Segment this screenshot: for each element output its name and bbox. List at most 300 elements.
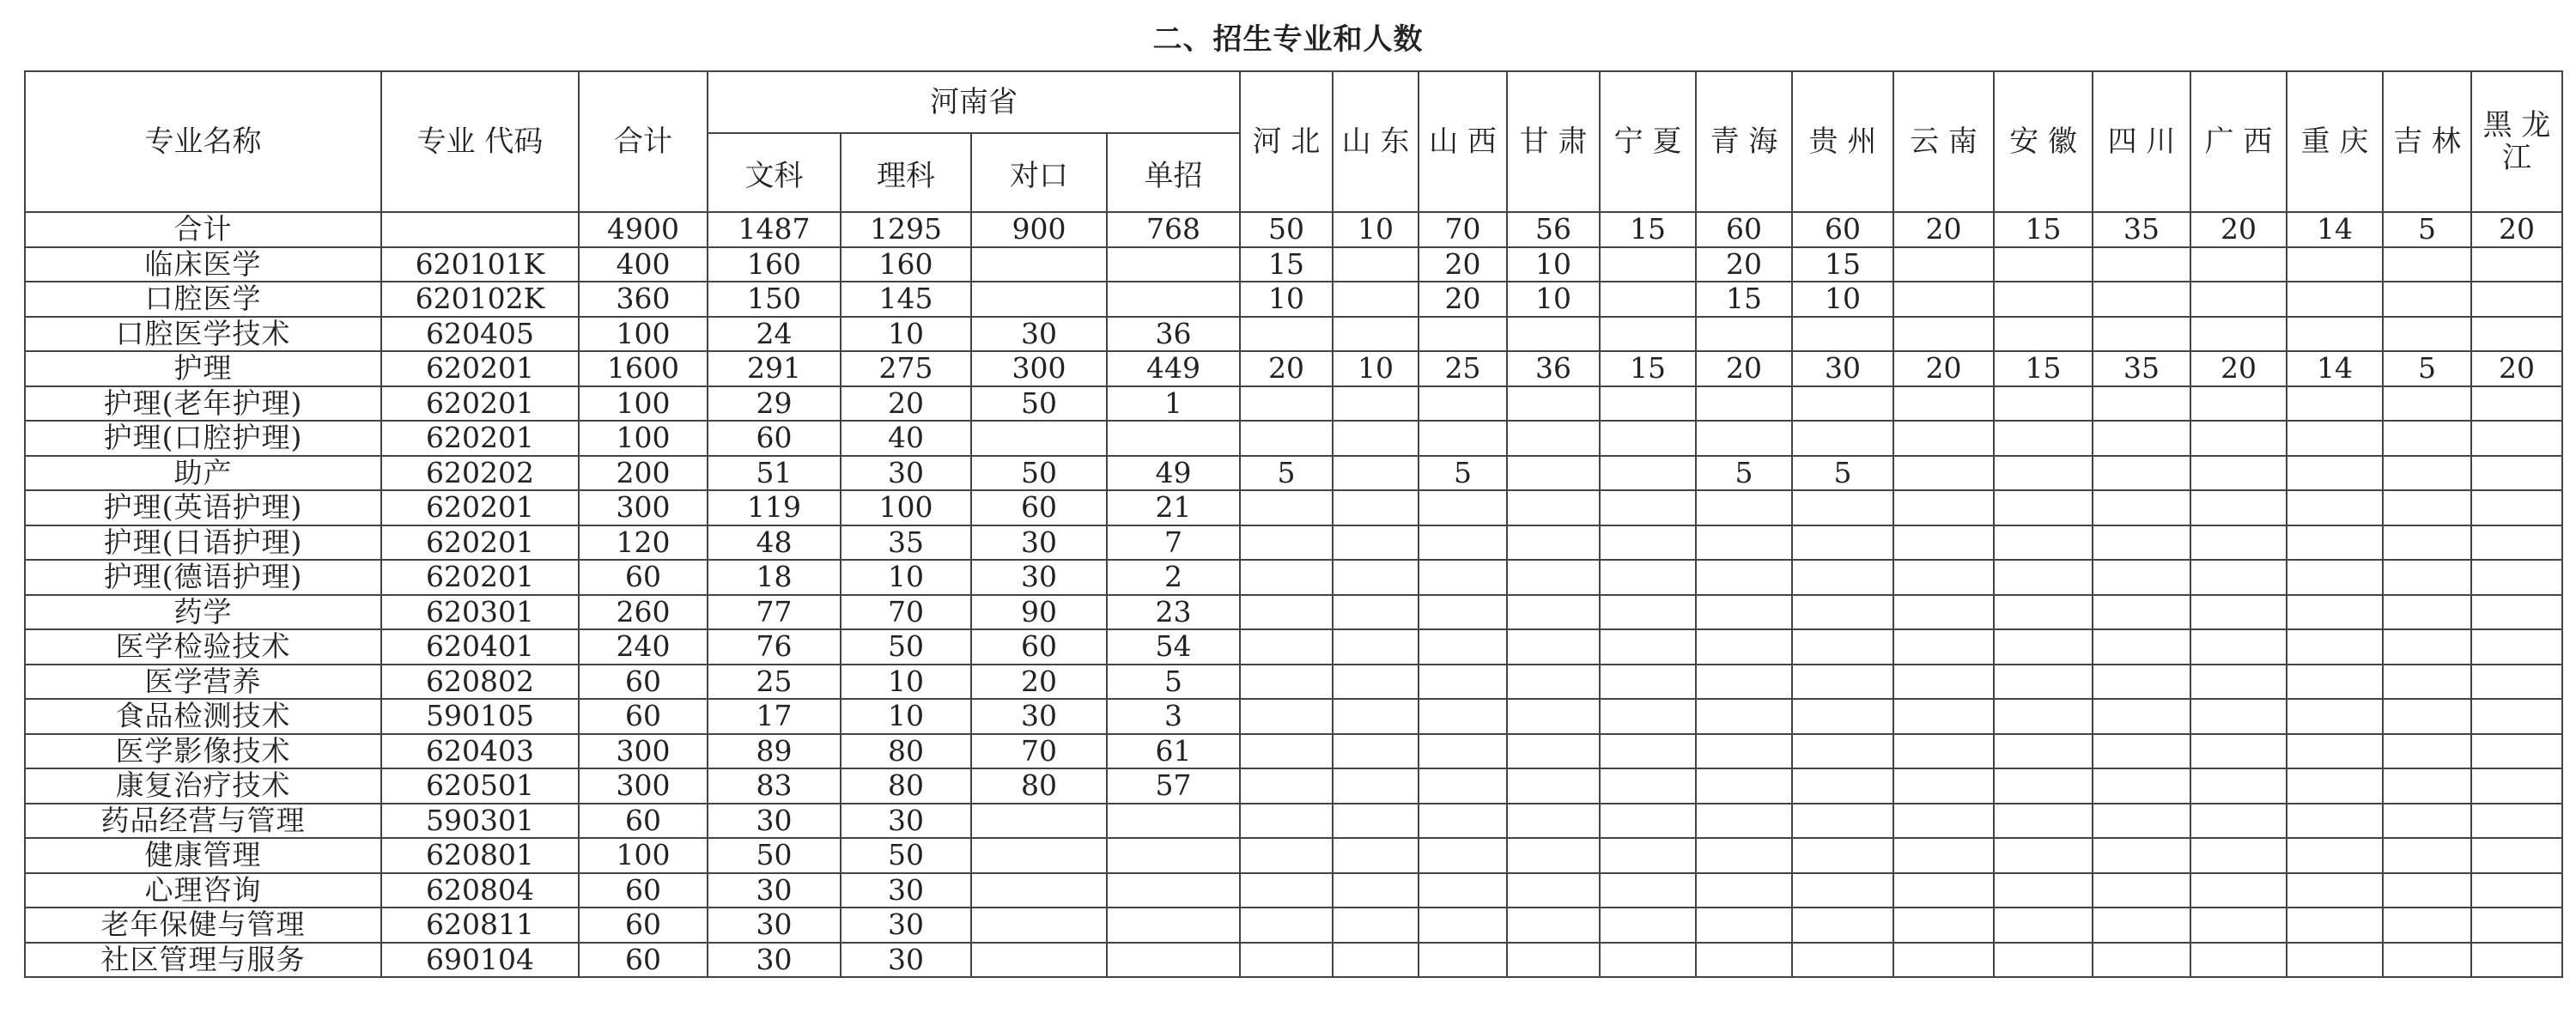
table-cell [1333, 456, 1419, 491]
table-cell [1792, 317, 1893, 352]
table-cell: 25 [1419, 351, 1507, 386]
table-cell [1792, 734, 1893, 769]
table-cell [2287, 386, 2383, 422]
table-cell [2190, 247, 2287, 282]
cell-major-code: 620201 [381, 351, 579, 386]
table-cell [2190, 282, 2287, 317]
table-cell [1240, 386, 1333, 422]
table-cell: 60 [579, 873, 708, 908]
table-row [25, 247, 2562, 282]
table-cell [1696, 908, 1792, 943]
table-cell [971, 838, 1107, 873]
table-cell [1240, 804, 1333, 839]
table-cell [1600, 734, 1696, 769]
table-cell: 30 [841, 943, 971, 978]
table-cell: 10 [1333, 212, 1419, 247]
table-row [25, 804, 2562, 839]
table-cell [1600, 908, 1696, 943]
table-cell [1240, 629, 1333, 665]
table-cell [1792, 490, 1893, 525]
table-cell [1600, 804, 1696, 839]
table-cell: 57 [1107, 768, 1240, 804]
table-cell [2383, 804, 2471, 839]
table-cell: 17 [708, 699, 841, 734]
table-cell: 30 [971, 525, 1107, 561]
table-cell [1696, 699, 1792, 734]
table-cell [1333, 838, 1419, 873]
table-cell [2383, 560, 2471, 595]
table-row [25, 838, 2562, 873]
table-cell [1107, 873, 1240, 908]
table-cell: 10 [841, 699, 971, 734]
table-row [25, 560, 2562, 595]
table-cell [2287, 456, 2383, 491]
table-cell: 119 [708, 490, 841, 525]
header-province: 河 北 [1240, 71, 1333, 212]
table-cell [2383, 838, 2471, 873]
table-cell: 1487 [708, 212, 841, 247]
table-cell [2190, 804, 2287, 839]
table-row [25, 282, 2562, 317]
cell-major-name: 医学营养 [25, 665, 381, 700]
cell-major-code: 620403 [381, 734, 579, 769]
table-row [25, 351, 2562, 386]
table-cell [1600, 247, 1696, 282]
table-cell: 80 [841, 768, 971, 804]
table-cell [1792, 386, 1893, 422]
table-cell [2383, 665, 2471, 700]
cell-major-code: 620202 [381, 456, 579, 491]
table-cell [2093, 838, 2190, 873]
header-henan: 河南省 [708, 71, 1240, 133]
table-cell [1333, 943, 1419, 978]
table-cell [1893, 386, 1994, 422]
table-cell [2287, 629, 2383, 665]
table-cell [2190, 595, 2287, 630]
table-cell: 56 [1507, 212, 1600, 247]
table-cell: 21 [1107, 490, 1240, 525]
table-cell [1419, 490, 1507, 525]
table-cell [1333, 768, 1419, 804]
cell-major-code: 620405 [381, 317, 579, 352]
table-cell: 30 [708, 943, 841, 978]
table-cell: 83 [708, 768, 841, 804]
table-cell: 30 [708, 873, 841, 908]
table-cell [2287, 421, 2383, 456]
table-cell [1893, 838, 1994, 873]
table-cell [1600, 838, 1696, 873]
table-cell [2093, 560, 2190, 595]
table-cell: 10 [841, 665, 971, 700]
table-cell [1893, 768, 1994, 804]
cell-major-name: 护理 [25, 351, 381, 386]
table-cell: 768 [1107, 212, 1240, 247]
table-body [25, 212, 2562, 977]
table-cell: 20 [1893, 212, 1994, 247]
table-cell [2287, 525, 2383, 561]
table-cell: 23 [1107, 595, 1240, 630]
table-cell [1994, 247, 2093, 282]
table-cell: 10 [1333, 351, 1419, 386]
table-cell [1419, 768, 1507, 804]
table-cell [2471, 908, 2562, 943]
table-cell [2471, 873, 2562, 908]
header-name: 专业名称 [25, 71, 381, 212]
table-cell [2190, 768, 2287, 804]
table-cell [2383, 768, 2471, 804]
table-cell [2093, 247, 2190, 282]
header-province: 山 西 [1419, 71, 1507, 212]
table-cell [2093, 282, 2190, 317]
table-cell [2093, 421, 2190, 456]
table-cell: 20 [2190, 351, 2287, 386]
table-cell [2190, 421, 2287, 456]
table-cell: 18 [708, 560, 841, 595]
table-cell [2471, 386, 2562, 422]
table-cell: 35 [841, 525, 971, 561]
table-cell [1994, 699, 2093, 734]
table-cell [1600, 665, 1696, 700]
table-cell: 10 [1507, 247, 1600, 282]
table-cell [1240, 490, 1333, 525]
table-cell [1696, 804, 1792, 839]
table-cell [1696, 421, 1792, 456]
table-cell: 50 [971, 386, 1107, 422]
table-cell [2383, 629, 2471, 665]
table-cell [1696, 317, 1792, 352]
table-cell [1696, 525, 1792, 561]
table-cell: 30 [1792, 351, 1893, 386]
table-cell [1696, 768, 1792, 804]
table-cell [2383, 734, 2471, 769]
table-cell: 145 [841, 282, 971, 317]
table-cell: 20 [1696, 247, 1792, 282]
cell-major-code: 620201 [381, 421, 579, 456]
table-cell [2190, 386, 2287, 422]
table-cell [1333, 699, 1419, 734]
table-cell [2287, 665, 2383, 700]
table-cell [1240, 838, 1333, 873]
header-province: 宁 夏 [1600, 71, 1696, 212]
table-cell [2383, 873, 2471, 908]
table-cell: 449 [1107, 351, 1240, 386]
table-cell [971, 247, 1107, 282]
table-cell [2287, 560, 2383, 595]
table-row [25, 665, 2562, 700]
table-cell: 4900 [579, 212, 708, 247]
table-cell [2093, 943, 2190, 978]
table-cell [1600, 768, 1696, 804]
table-cell [1507, 490, 1600, 525]
table-cell [2190, 665, 2287, 700]
header-province: 青 海 [1696, 71, 1792, 212]
table-row [25, 768, 2562, 804]
table-cell [2093, 665, 2190, 700]
table-cell [1792, 421, 1893, 456]
cell-major-code: 690104 [381, 943, 579, 978]
table-cell [1240, 421, 1333, 456]
table-cell [1994, 908, 2093, 943]
table-cell [1994, 317, 2093, 352]
table-cell [1240, 943, 1333, 978]
table-cell [1333, 247, 1419, 282]
table-cell [2287, 699, 2383, 734]
table-cell [1507, 768, 1600, 804]
table-cell [1419, 560, 1507, 595]
table-cell [971, 804, 1107, 839]
table-row [25, 386, 2562, 422]
table-cell [1893, 421, 1994, 456]
table-cell: 20 [2471, 351, 2562, 386]
table-cell [1696, 873, 1792, 908]
table-cell [2287, 247, 2383, 282]
table-cell [1994, 768, 2093, 804]
table-cell: 5 [2383, 351, 2471, 386]
table-cell [2287, 768, 2383, 804]
table-cell: 15 [1600, 212, 1696, 247]
table-cell [1792, 665, 1893, 700]
table-cell [1333, 282, 1419, 317]
cell-major-code: 620201 [381, 525, 579, 561]
table-cell [2093, 804, 2190, 839]
table-cell [1507, 734, 1600, 769]
cell-major-name: 口腔医学 [25, 282, 381, 317]
table-cell [2093, 490, 2190, 525]
table-cell: 300 [579, 768, 708, 804]
table-cell [1893, 317, 1994, 352]
table-cell [2383, 282, 2471, 317]
table-row [25, 943, 2562, 978]
table-cell: 51 [708, 456, 841, 491]
table-cell: 20 [1240, 351, 1333, 386]
table-cell [1893, 456, 1994, 491]
table-cell [2287, 734, 2383, 769]
table-cell [1994, 560, 2093, 595]
table-cell: 20 [841, 386, 971, 422]
table-cell [1696, 386, 1792, 422]
table-row [25, 490, 2562, 525]
table-cell: 50 [708, 838, 841, 873]
table-cell [1333, 525, 1419, 561]
cell-major-code: 620101K [381, 247, 579, 282]
table-cell [2471, 768, 2562, 804]
cell-major-code: 590301 [381, 804, 579, 839]
table-cell [2287, 595, 2383, 630]
table-cell: 60 [579, 804, 708, 839]
table-cell: 20 [1893, 351, 1994, 386]
table-cell [1792, 804, 1893, 839]
cell-major-name: 社区管理与服务 [25, 943, 381, 978]
table-cell: 10 [841, 317, 971, 352]
table-cell: 300 [579, 734, 708, 769]
table-cell: 275 [841, 351, 971, 386]
table-cell [1893, 804, 1994, 839]
table-cell: 300 [579, 490, 708, 525]
cell-major-code: 620804 [381, 873, 579, 908]
header-henan-sub: 理科 [841, 133, 971, 212]
table-cell [1333, 629, 1419, 665]
table-cell [1107, 838, 1240, 873]
table-cell [2287, 317, 2383, 352]
table-cell [2471, 456, 2562, 491]
table-cell [2287, 804, 2383, 839]
table-cell [2383, 595, 2471, 630]
table-cell: 15 [1696, 282, 1792, 317]
table-cell [1419, 386, 1507, 422]
table-cell: 30 [971, 699, 1107, 734]
table-cell [1419, 804, 1507, 839]
cell-major-name: 护理(英语护理) [25, 490, 381, 525]
table-cell [1240, 873, 1333, 908]
table-cell [2190, 908, 2287, 943]
table-cell: 35 [2093, 212, 2190, 247]
table-cell [1507, 908, 1600, 943]
table-cell: 100 [841, 490, 971, 525]
cell-major-name: 心理咨询 [25, 873, 381, 908]
table-cell: 5 [1696, 456, 1792, 491]
table-cell: 49 [1107, 456, 1240, 491]
table-cell [1419, 317, 1507, 352]
table-cell [1893, 629, 1994, 665]
table-cell [1600, 595, 1696, 630]
table-cell: 20 [2471, 212, 2562, 247]
table-cell [1893, 490, 1994, 525]
table-cell [1419, 665, 1507, 700]
table-cell [2471, 943, 2562, 978]
table-cell: 15 [1994, 351, 2093, 386]
table-cell [1333, 421, 1419, 456]
table-cell: 20 [1696, 351, 1792, 386]
table-cell [1792, 873, 1893, 908]
table-cell: 70 [841, 595, 971, 630]
table-cell [2471, 560, 2562, 595]
table-cell: 15 [1792, 247, 1893, 282]
table-cell [1696, 943, 1792, 978]
table-cell [1792, 525, 1893, 561]
table-cell: 100 [579, 317, 708, 352]
table-cell: 100 [579, 386, 708, 422]
table-cell [1600, 490, 1696, 525]
table-cell [2471, 629, 2562, 665]
table-cell [1507, 595, 1600, 630]
table-cell [2383, 456, 2471, 491]
table-cell [2471, 699, 2562, 734]
table-cell: 89 [708, 734, 841, 769]
table-cell [2287, 943, 2383, 978]
table-cell: 50 [1240, 212, 1333, 247]
table-cell [1994, 873, 2093, 908]
table-cell [2383, 525, 2471, 561]
enrollment-table [24, 70, 2563, 978]
table-cell: 3 [1107, 699, 1240, 734]
table-cell [2190, 525, 2287, 561]
table-row [25, 525, 2562, 561]
table-cell [1333, 490, 1419, 525]
table-cell [1240, 595, 1333, 630]
header-province: 吉 林 [2383, 71, 2471, 212]
table-cell [1333, 734, 1419, 769]
table-cell: 80 [841, 734, 971, 769]
table-cell [1107, 421, 1240, 456]
table-cell [1696, 665, 1792, 700]
table-cell [1994, 421, 2093, 456]
table-cell: 30 [708, 804, 841, 839]
cell-major-name: 护理(口腔护理) [25, 421, 381, 456]
table-cell [1107, 943, 1240, 978]
header-code: 专业 代码 [381, 71, 579, 212]
table-cell [2093, 768, 2190, 804]
table-cell [1333, 804, 1419, 839]
header-province: 山 东 [1333, 71, 1419, 212]
table-cell [1507, 456, 1600, 491]
table-cell [1893, 873, 1994, 908]
table-cell [1507, 838, 1600, 873]
table-cell [1696, 595, 1792, 630]
header-total: 合计 [579, 71, 708, 212]
table-cell [971, 873, 1107, 908]
table-cell: 30 [841, 456, 971, 491]
table-cell [1792, 908, 1893, 943]
table-cell [2093, 595, 2190, 630]
table-cell: 30 [841, 804, 971, 839]
table-cell: 50 [841, 838, 971, 873]
table-cell [2471, 665, 2562, 700]
table-cell [2190, 873, 2287, 908]
table-cell [1893, 560, 1994, 595]
table-cell [1419, 525, 1507, 561]
table-cell [1994, 665, 2093, 700]
table-row [25, 317, 2562, 352]
table-cell [1600, 421, 1696, 456]
table-row [25, 456, 2562, 491]
table-cell [1507, 386, 1600, 422]
header-province: 四 川 [2093, 71, 2190, 212]
table-cell: 50 [971, 456, 1107, 491]
table-cell [1507, 665, 1600, 700]
table-cell [2471, 490, 2562, 525]
table-cell [1994, 490, 2093, 525]
table-cell [971, 421, 1107, 456]
table-cell [1507, 317, 1600, 352]
table-cell [2383, 247, 2471, 282]
table-cell [1507, 629, 1600, 665]
table-cell: 14 [2287, 212, 2383, 247]
table-cell: 35 [2093, 351, 2190, 386]
cell-major-name: 助产 [25, 456, 381, 491]
cell-major-code: 620401 [381, 629, 579, 665]
table-cell [1696, 629, 1792, 665]
table-cell [1600, 525, 1696, 561]
cell-major-name: 临床医学 [25, 247, 381, 282]
table-row [25, 595, 2562, 630]
table-cell: 77 [708, 595, 841, 630]
table-row [25, 212, 2562, 247]
table-cell: 5 [1107, 665, 1240, 700]
table-cell: 7 [1107, 525, 1240, 561]
header-province: 重 庆 [2287, 71, 2383, 212]
table-cell [1333, 317, 1419, 352]
table-cell [1994, 838, 2093, 873]
table-cell [1893, 247, 1994, 282]
table-cell [2190, 943, 2287, 978]
table-cell: 120 [579, 525, 708, 561]
table-cell [2471, 838, 2562, 873]
table-cell: 60 [708, 421, 841, 456]
table-cell: 60 [1792, 212, 1893, 247]
table-cell [2190, 490, 2287, 525]
table-cell [2471, 247, 2562, 282]
table-cell [1893, 282, 1994, 317]
